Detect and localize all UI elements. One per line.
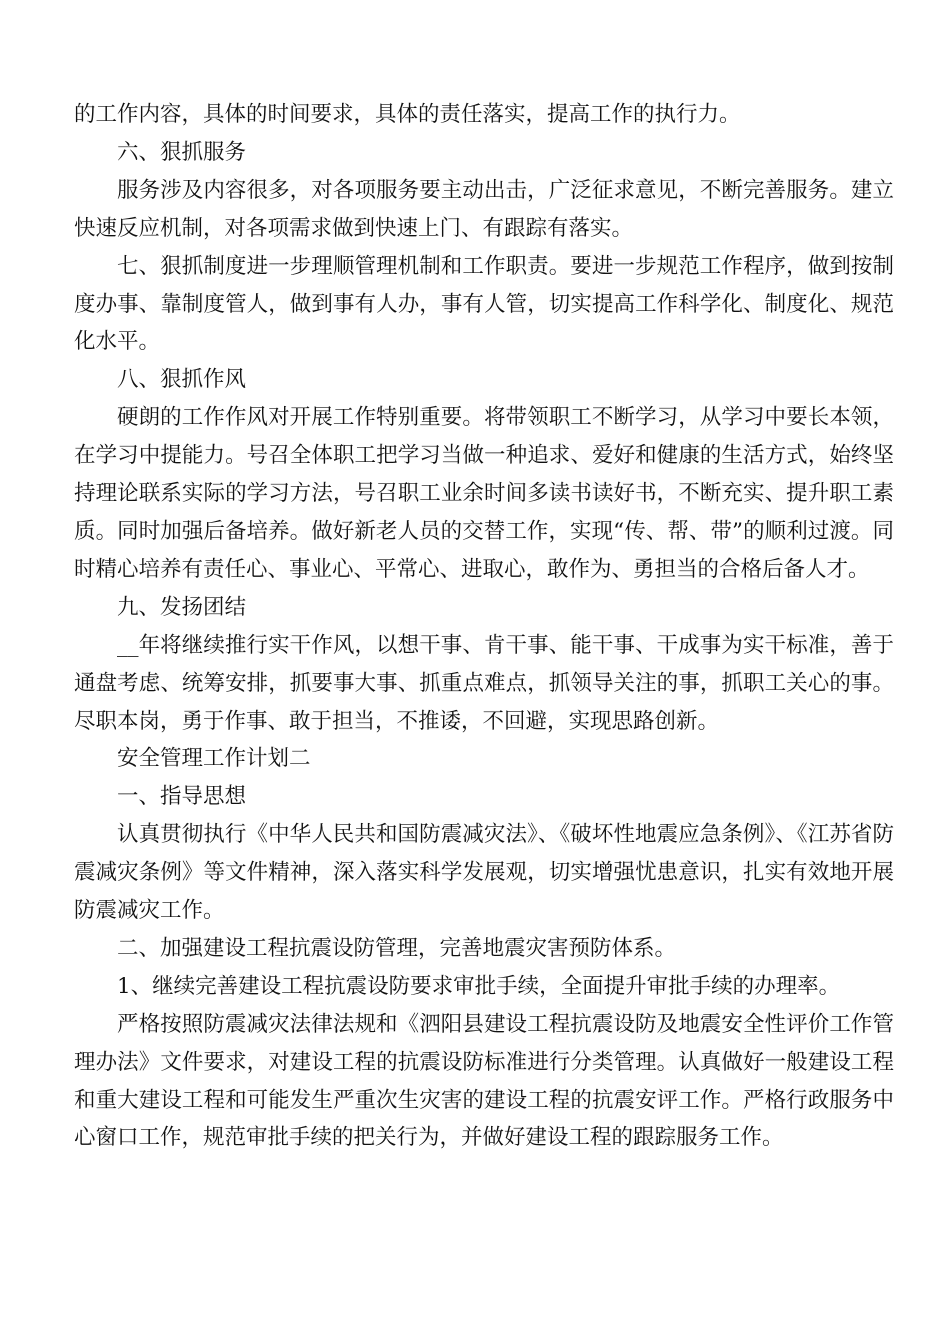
paragraph: 认真贯彻执行《中华人民共和国防震减灾法》、《破坏性地震应急条例》、《江苏省防震减灾条例》等文件精神，深入落实科学发展观，切实增强忧患意识，扎实有效地开展防震减灾工作。 bbox=[74, 822, 894, 924]
paragraph: 严格按照防震减灾法律法规和《泗阳县建设工程抗震设防及地震安全性评价工作管理办法》文件要求，对建设工程的抗震设防标准进行分类管理。认真做好一般建设工程和重大建设工程和可能发生严重次生灾害的建设工程的抗震安评工作。严格行政服务中心窗口工作，规范审批手续的把关行为，并做好建设工程的跟踪服务工作。 bbox=[74, 1011, 894, 1151]
document-body bbox=[74, 96, 894, 1157]
section-heading-8: 八、狠抓作风 bbox=[117, 367, 247, 393]
paragraph: 七、狠抓制度进一步理顺管理机制和工作职责。要进一步规范工作程序，做到按制度办事、靠制度管人，做到事有人办，事有人管，切实提高工作科学化、制度化、规范化水平。 bbox=[74, 253, 894, 355]
section-heading-2: 二、加强建设工程抗震设防管理，完善地震灾害预防体系。 bbox=[117, 935, 677, 961]
section-heading-1: 一、指导思想 bbox=[117, 784, 247, 810]
plan-title: 安全管理工作计划二 bbox=[117, 746, 311, 772]
subsection-heading-1: 1、继续完善建设工程抗震设防要求审批手续，全面提升审批手续的办理率。 bbox=[117, 973, 841, 999]
paragraph: __年将继续推行实干作风，以想干事、肯干事、能干事、干成事为实干标准，善于通盘考虑、统筹安排，抓要事大事、抓重点难点，抓领导关注的事，抓职工关心的事。尽职本岗，勇于作事、敢于担当，不推诿，不回避，实现思路创新。 bbox=[74, 632, 894, 734]
paragraph: 服务涉及内容很多，对各项服务要主动出击，广泛征求意见，不断完善服务。建立快速反应机制，对各项需求做到快速上门、有跟踪有落实。 bbox=[74, 177, 894, 241]
paragraph: 的工作内容，具体的时间要求，具体的责任落实，提高工作的执行力。 bbox=[74, 102, 741, 127]
section-heading-9: 九、发扬团结 bbox=[117, 594, 247, 620]
section-heading-6: 六、狠抓服务 bbox=[117, 139, 247, 165]
paragraph: 硬朗的工作作风对开展工作特别重要。将带领职工不断学习，从学习中要长本领，在学习中提能力。号召全体职工把学习当做一种追求、爱好和健康的生活方式，始终坚持理论联系实际的学习方法，号召职工业余时间多读书读好书，不断充实、提升职工素质。同时加强后备培养。做好新老人员的交替工作，实现“传、帮、带”的顺利过渡。同时精心培养有责任心、事业心、平常心、进取心，敢作为、勇担当的合格后备人才。 bbox=[74, 405, 894, 582]
